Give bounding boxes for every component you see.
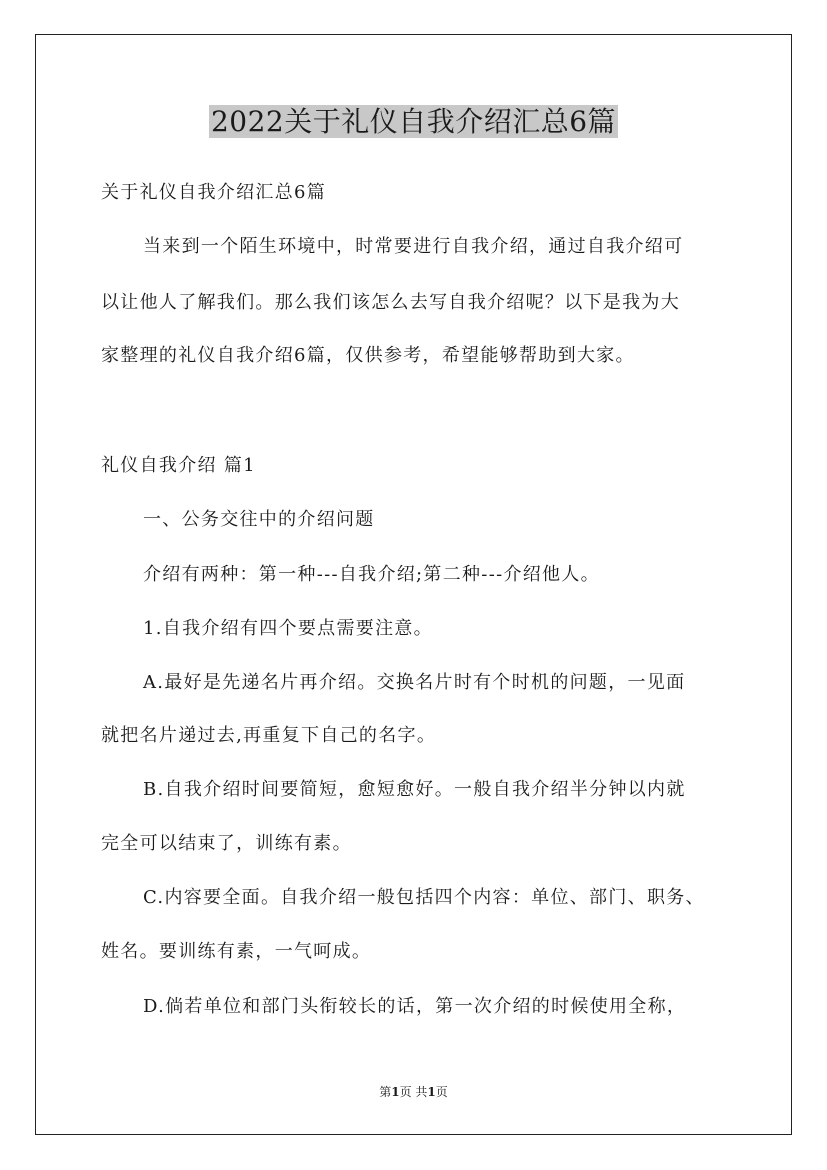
paragraph-line: 姓名。要训练有素，一气呵成。	[101, 941, 372, 962]
paragraph-line: 就把名片递过去,再重复下自己的名字。	[101, 725, 437, 746]
footer-total-pages: 1	[427, 1085, 436, 1099]
paragraph-line: D.倘若单位和部门头衔较长的话，第一次介绍的时候使用全称，	[143, 996, 687, 1017]
paragraph-line: 当来到一个陌生环境中，时常要进行自我介绍，通过自我介绍可	[143, 236, 684, 257]
document-title-text: 2022关于礼仪自我介绍汇总6篇	[210, 105, 617, 138]
paragraph-line: 家整理的礼仪自我介绍6篇，仅供参考，希望能够帮助到大家。	[101, 345, 635, 366]
footer-current-page: 1	[391, 1085, 400, 1099]
section-heading: 礼仪自我介绍 篇1	[101, 455, 256, 476]
subtitle-line: 关于礼仪自我介绍汇总6篇	[101, 182, 327, 203]
footer-mid: 页 共	[399, 1085, 428, 1099]
document-title	[0, 98, 827, 146]
paragraph-line: A.最好是先递名片再介绍。交换名片时有个时机的问题，一见面	[143, 672, 686, 693]
paragraph-line: 以让他人了解我们。那么我们该怎么去写自我介绍呢？以下是我为大	[101, 292, 680, 313]
paragraph-line: 介绍有两种：第一种---自我介绍;第二种---介绍他人。	[143, 564, 600, 585]
paragraph-line: C.内容要全面。自我介绍一般包括四个内容：单位、部门、职务、	[143, 887, 705, 908]
paragraph-line: 1.自我介绍有四个要点需要注意。	[143, 618, 433, 639]
paragraph-line: B.自我介绍时间要简短，愈短愈好。一般自我介绍半分钟以内就	[143, 779, 686, 800]
paragraph-line: 一、公务交往中的介绍问题	[143, 509, 375, 530]
page-footer	[0, 1083, 827, 1101]
footer-prefix: 第	[379, 1085, 392, 1099]
paragraph-line: 完全可以结束了，训练有素。	[101, 833, 352, 854]
footer-suffix: 页	[435, 1085, 448, 1099]
